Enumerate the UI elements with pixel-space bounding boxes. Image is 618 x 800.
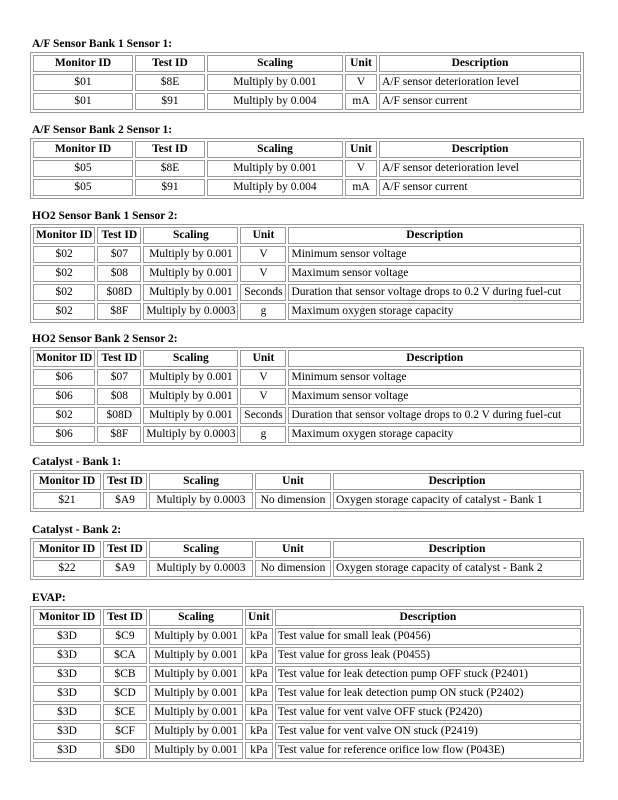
cell-test-id: $A9 bbox=[103, 560, 147, 577]
cell-test-id: $8F bbox=[97, 426, 141, 443]
section-evap bbox=[32, 592, 584, 762]
cell-scaling: Multiply by 0.001 bbox=[143, 388, 238, 405]
header-unit: Unit bbox=[240, 350, 286, 367]
cell-scaling: Multiply by 0.001 bbox=[143, 284, 238, 301]
header-monitor-id: Monitor ID bbox=[33, 473, 101, 490]
header-unit: Unit bbox=[245, 609, 273, 626]
cell-unit: kPa bbox=[245, 666, 273, 683]
cell-scaling: Multiply by 0.004 bbox=[207, 179, 343, 196]
cell-test-id: $CE bbox=[103, 704, 147, 721]
table-row bbox=[33, 265, 581, 282]
section-af-bank2-sensor1 bbox=[32, 124, 584, 199]
header-description: Description bbox=[275, 609, 581, 626]
header-unit: Unit bbox=[240, 227, 286, 244]
header-description: Description bbox=[288, 227, 581, 244]
cell-monitor-id: $21 bbox=[33, 492, 101, 509]
cell-unit: No dimension bbox=[255, 492, 331, 509]
cell-description: Maximum sensor voltage bbox=[288, 265, 581, 282]
header-scaling: Scaling bbox=[149, 609, 243, 626]
header-monitor-id: Monitor ID bbox=[33, 350, 95, 367]
header-unit: Unit bbox=[345, 55, 377, 72]
cell-scaling: Multiply by 0.001 bbox=[149, 628, 243, 645]
cell-monitor-id: $3D bbox=[33, 704, 101, 721]
cell-scaling: Multiply by 0.001 bbox=[149, 704, 243, 721]
cell-description: Test value for vent valve ON stuck (P2419) bbox=[275, 723, 581, 740]
header-test-id: Test ID bbox=[103, 473, 147, 490]
cell-scaling: Multiply by 0.001 bbox=[207, 160, 343, 177]
header-unit: Unit bbox=[255, 541, 331, 558]
cell-monitor-id: $02 bbox=[33, 284, 95, 301]
header-test-id: Test ID bbox=[97, 350, 141, 367]
section-title: Catalyst - Bank 1: bbox=[32, 456, 122, 468]
cell-monitor-id: $02 bbox=[33, 407, 95, 424]
cell-scaling: Multiply by 0.001 bbox=[143, 265, 238, 282]
header-test-id: Test ID bbox=[97, 227, 141, 244]
cell-description: A/F sensor deterioration level bbox=[379, 160, 581, 177]
table-row bbox=[33, 647, 581, 664]
cell-test-id: $8F bbox=[97, 303, 141, 320]
cell-test-id: $91 bbox=[135, 93, 205, 110]
cell-scaling: Multiply by 0.001 bbox=[143, 246, 238, 263]
cell-monitor-id: $3D bbox=[33, 685, 101, 702]
cell-test-id: $08D bbox=[97, 407, 141, 424]
header-monitor-id: Monitor ID bbox=[33, 609, 101, 626]
cell-monitor-id: $3D bbox=[33, 647, 101, 664]
cell-scaling: Multiply by 0.001 bbox=[143, 369, 238, 386]
cell-unit: V bbox=[345, 160, 377, 177]
cell-unit: V bbox=[240, 246, 286, 263]
table-header-row bbox=[33, 141, 581, 158]
cell-scaling: Multiply by 0.001 bbox=[149, 742, 243, 759]
section-af-bank1-sensor1 bbox=[32, 38, 584, 113]
cell-monitor-id: $06 bbox=[33, 369, 95, 386]
cell-test-id: $CD bbox=[103, 685, 147, 702]
cell-monitor-id: $01 bbox=[33, 93, 133, 110]
cell-monitor-id: $3D bbox=[33, 742, 101, 759]
table-row bbox=[33, 723, 581, 740]
cell-unit: V bbox=[345, 74, 377, 91]
cell-test-id: $08D bbox=[97, 284, 141, 301]
cell-unit: kPa bbox=[245, 647, 273, 664]
table-row bbox=[33, 160, 581, 177]
section-title: A/F Sensor Bank 2 Sensor 1: bbox=[32, 124, 173, 136]
table-header-row bbox=[33, 350, 581, 367]
cell-unit: mA bbox=[345, 179, 377, 196]
cell-scaling: Multiply by 0.001 bbox=[143, 407, 238, 424]
cell-unit: g bbox=[240, 426, 286, 443]
cell-description: A/F sensor deterioration level bbox=[379, 74, 581, 91]
cell-monitor-id: $01 bbox=[33, 74, 133, 91]
cell-test-id: $A9 bbox=[103, 492, 147, 509]
table-row bbox=[33, 284, 581, 301]
header-description: Description bbox=[379, 55, 581, 72]
cell-description: A/F sensor current bbox=[379, 179, 581, 196]
section-catalyst-bank1 bbox=[32, 456, 584, 512]
cell-monitor-id: $06 bbox=[33, 388, 95, 405]
cell-test-id: $08 bbox=[97, 265, 141, 282]
cell-unit: V bbox=[240, 369, 286, 386]
header-description: Description bbox=[333, 473, 581, 490]
table-row bbox=[33, 560, 581, 577]
header-scaling: Scaling bbox=[149, 473, 253, 490]
spec-table bbox=[30, 347, 584, 446]
cell-scaling: Multiply by 0.001 bbox=[149, 666, 243, 683]
header-monitor-id: Monitor ID bbox=[33, 141, 133, 158]
cell-monitor-id: $3D bbox=[33, 666, 101, 683]
cell-scaling: Multiply by 0.0003 bbox=[149, 560, 253, 577]
cell-scaling: Multiply by 0.001 bbox=[149, 685, 243, 702]
cell-monitor-id: $02 bbox=[33, 265, 95, 282]
table-row bbox=[33, 388, 581, 405]
cell-description: Minimum sensor voltage bbox=[288, 246, 581, 263]
cell-scaling: Multiply by 0.0003 bbox=[149, 492, 253, 509]
table-header-row bbox=[33, 55, 581, 72]
spec-table bbox=[30, 470, 584, 512]
header-scaling: Scaling bbox=[143, 350, 238, 367]
section-title: A/F Sensor Bank 1 Sensor 1: bbox=[32, 38, 173, 50]
cell-scaling: Multiply by 0.001 bbox=[149, 647, 243, 664]
cell-description: Maximum sensor voltage bbox=[288, 388, 581, 405]
cell-monitor-id: $22 bbox=[33, 560, 101, 577]
cell-monitor-id: $3D bbox=[33, 723, 101, 740]
table-row bbox=[33, 492, 581, 509]
cell-test-id: $CA bbox=[103, 647, 147, 664]
section-title: Catalyst - Bank 2: bbox=[32, 524, 122, 536]
cell-scaling: Multiply by 0.001 bbox=[149, 723, 243, 740]
spec-table bbox=[30, 138, 584, 199]
table-row bbox=[33, 685, 581, 702]
table-header-row bbox=[33, 473, 581, 490]
cell-test-id: $8E bbox=[135, 160, 205, 177]
cell-unit: V bbox=[240, 265, 286, 282]
cell-test-id: $91 bbox=[135, 179, 205, 196]
cell-unit: Seconds bbox=[240, 284, 286, 301]
header-unit: Unit bbox=[345, 141, 377, 158]
cell-description: Duration that sensor voltage drops to 0.2 V during fuel-cut bbox=[288, 407, 581, 424]
cell-description: Test value for small leak (P0456) bbox=[275, 628, 581, 645]
cell-monitor-id: $02 bbox=[33, 246, 95, 263]
cell-description: Minimum sensor voltage bbox=[288, 369, 581, 386]
cell-test-id: $CB bbox=[103, 666, 147, 683]
cell-scaling: Multiply by 0.001 bbox=[207, 74, 343, 91]
header-description: Description bbox=[288, 350, 581, 367]
cell-unit: kPa bbox=[245, 685, 273, 702]
table-row bbox=[33, 179, 581, 196]
header-scaling: Scaling bbox=[207, 55, 343, 72]
cell-test-id: $C9 bbox=[103, 628, 147, 645]
section-ho2-bank1-sensor2 bbox=[32, 210, 584, 323]
spec-table bbox=[30, 52, 584, 113]
header-unit: Unit bbox=[255, 473, 331, 490]
cell-test-id: $08 bbox=[97, 388, 141, 405]
table-row bbox=[33, 407, 581, 424]
header-test-id: Test ID bbox=[135, 141, 205, 158]
spec-table bbox=[30, 606, 584, 762]
cell-description: Maximum oxygen storage capacity bbox=[288, 303, 581, 320]
section-ho2-bank2-sensor2 bbox=[32, 333, 584, 446]
cell-unit: kPa bbox=[245, 704, 273, 721]
table-row bbox=[33, 303, 581, 320]
cell-monitor-id: $05 bbox=[33, 179, 133, 196]
cell-description: Maximum oxygen storage capacity bbox=[288, 426, 581, 443]
header-monitor-id: Monitor ID bbox=[33, 55, 133, 72]
cell-test-id: $D0 bbox=[103, 742, 147, 759]
cell-monitor-id: $3D bbox=[33, 628, 101, 645]
cell-description: Test value for reference orifice low flow (P043E) bbox=[275, 742, 581, 759]
section-title: HO2 Sensor Bank 2 Sensor 2: bbox=[32, 333, 178, 345]
header-description: Description bbox=[379, 141, 581, 158]
header-scaling: Scaling bbox=[207, 141, 343, 158]
cell-monitor-id: $06 bbox=[33, 426, 95, 443]
spec-table bbox=[30, 538, 584, 580]
header-scaling: Scaling bbox=[149, 541, 253, 558]
cell-description: Test value for leak detection pump ON stuck (P2402) bbox=[275, 685, 581, 702]
table-row bbox=[33, 742, 581, 759]
header-test-id: Test ID bbox=[103, 609, 147, 626]
table-header-row bbox=[33, 609, 581, 626]
cell-test-id: $07 bbox=[97, 369, 141, 386]
header-monitor-id: Monitor ID bbox=[33, 227, 95, 244]
section-catalyst-bank2 bbox=[32, 524, 584, 580]
cell-test-id: $CF bbox=[103, 723, 147, 740]
table-row bbox=[33, 74, 581, 91]
cell-unit: kPa bbox=[245, 723, 273, 740]
cell-scaling: Multiply by 0.0003 bbox=[143, 426, 238, 443]
cell-description: Oxygen storage capacity of catalyst - Bank 1 bbox=[333, 492, 581, 509]
section-title: HO2 Sensor Bank 1 Sensor 2: bbox=[32, 210, 178, 222]
header-description: Description bbox=[333, 541, 581, 558]
header-monitor-id: Monitor ID bbox=[33, 541, 101, 558]
table-row bbox=[33, 369, 581, 386]
header-test-id: Test ID bbox=[135, 55, 205, 72]
cell-test-id: $07 bbox=[97, 246, 141, 263]
table-header-row bbox=[33, 227, 581, 244]
table-row bbox=[33, 246, 581, 263]
cell-unit: No dimension bbox=[255, 560, 331, 577]
table-row bbox=[33, 93, 581, 110]
cell-description: Test value for vent valve OFF stuck (P2420) bbox=[275, 704, 581, 721]
table-row bbox=[33, 666, 581, 683]
cell-description: Duration that sensor voltage drops to 0.2 V during fuel-cut bbox=[288, 284, 581, 301]
cell-scaling: Multiply by 0.004 bbox=[207, 93, 343, 110]
spec-table bbox=[30, 224, 584, 323]
cell-description: Test value for leak detection pump OFF stuck (P2401) bbox=[275, 666, 581, 683]
table-row bbox=[33, 704, 581, 721]
cell-description: Test value for gross leak (P0455) bbox=[275, 647, 581, 664]
cell-monitor-id: $05 bbox=[33, 160, 133, 177]
cell-unit: kPa bbox=[245, 742, 273, 759]
cell-monitor-id: $02 bbox=[33, 303, 95, 320]
cell-unit: mA bbox=[345, 93, 377, 110]
cell-unit: g bbox=[240, 303, 286, 320]
cell-unit: Seconds bbox=[240, 407, 286, 424]
cell-description: Oxygen storage capacity of catalyst - Bank 2 bbox=[333, 560, 581, 577]
section-title: EVAP: bbox=[32, 592, 66, 604]
header-scaling: Scaling bbox=[143, 227, 238, 244]
cell-unit: V bbox=[240, 388, 286, 405]
cell-description: A/F sensor current bbox=[379, 93, 581, 110]
table-row bbox=[33, 628, 581, 645]
header-test-id: Test ID bbox=[103, 541, 147, 558]
cell-unit: kPa bbox=[245, 628, 273, 645]
cell-test-id: $8E bbox=[135, 74, 205, 91]
table-header-row bbox=[33, 541, 581, 558]
table-row bbox=[33, 426, 581, 443]
cell-scaling: Multiply by 0.0003 bbox=[143, 303, 238, 320]
